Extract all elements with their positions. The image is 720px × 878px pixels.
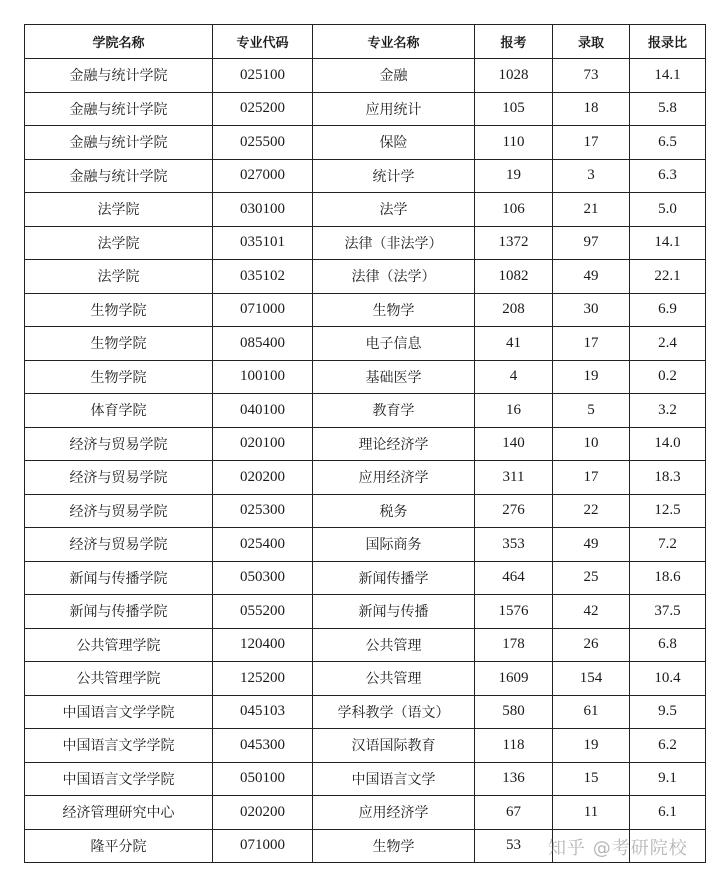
cell-major-code: 100100 <box>213 360 313 394</box>
cell-major-code: 020200 <box>213 461 313 495</box>
cell-major-code: 025300 <box>213 494 313 528</box>
cell-admitted: 17 <box>553 126 630 160</box>
cell-ratio: 37.5 <box>630 595 706 629</box>
cell-major-name: 税务 <box>313 494 475 528</box>
header-major-name: 专业名称 <box>313 25 475 59</box>
cell-ratio: 5.0 <box>630 193 706 227</box>
cell-admitted: 49 <box>553 528 630 562</box>
cell-college: 新闻与传播学院 <box>25 595 213 629</box>
cell-applicants: 311 <box>475 461 553 495</box>
cell-major-code: 040100 <box>213 394 313 428</box>
table-body <box>25 59 706 863</box>
header-admitted: 录取 <box>553 25 630 59</box>
cell-admitted: 30 <box>553 293 630 327</box>
cell-major-name: 学科教学（语文） <box>313 695 475 729</box>
cell-college: 经济管理研究中心 <box>25 796 213 830</box>
cell-applicants: 1082 <box>475 260 553 294</box>
cell-major-name: 汉语国际教育 <box>313 729 475 763</box>
cell-college: 新闻与传播学院 <box>25 561 213 595</box>
cell-college: 公共管理学院 <box>25 662 213 696</box>
cell-college: 中国语言文学学院 <box>25 729 213 763</box>
cell-applicants: 140 <box>475 427 553 461</box>
cell-major-code: 025200 <box>213 92 313 126</box>
cell-major-name: 公共管理 <box>313 662 475 696</box>
cell-applicants: 16 <box>475 394 553 428</box>
cell-major-name: 电子信息 <box>313 327 475 361</box>
cell-admitted: 61 <box>553 695 630 729</box>
cell-major-name: 法律（法学） <box>313 260 475 294</box>
table-row <box>25 461 706 495</box>
cell-major-code: 071000 <box>213 293 313 327</box>
cell-ratio: 10.4 <box>630 662 706 696</box>
table-row <box>25 829 706 863</box>
cell-ratio: 7.2 <box>630 528 706 562</box>
cell-admitted: 5 <box>553 394 630 428</box>
cell-college: 公共管理学院 <box>25 628 213 662</box>
cell-ratio: 22.1 <box>630 260 706 294</box>
cell-ratio: 6.5 <box>630 126 706 160</box>
cell-major-code: 035102 <box>213 260 313 294</box>
cell-ratio: 6.2 <box>630 729 706 763</box>
cell-college: 隆平分院 <box>25 829 213 863</box>
cell-ratio: 18.3 <box>630 461 706 495</box>
cell-ratio: 2.4 <box>630 327 706 361</box>
cell-major-name: 基础医学 <box>313 360 475 394</box>
table-row <box>25 695 706 729</box>
table-row <box>25 762 706 796</box>
cell-ratio: 18.6 <box>630 561 706 595</box>
cell-applicants: 1372 <box>475 226 553 260</box>
cell-major-name: 教育学 <box>313 394 475 428</box>
cell-college: 经济与贸易学院 <box>25 528 213 562</box>
cell-major-code: 025500 <box>213 126 313 160</box>
cell-admitted: 19 <box>553 729 630 763</box>
cell-ratio: 14.1 <box>630 59 706 93</box>
cell-major-code: 055200 <box>213 595 313 629</box>
cell-major-name: 公共管理 <box>313 628 475 662</box>
zhihu-watermark: 知乎 @考研院校 <box>548 838 688 859</box>
table-row <box>25 662 706 696</box>
cell-major-name: 国际商务 <box>313 528 475 562</box>
cell-ratio: 6.8 <box>630 628 706 662</box>
cell-major-code: 027000 <box>213 159 313 193</box>
cell-admitted: 18 <box>553 92 630 126</box>
cell-major-name: 新闻传播学 <box>313 561 475 595</box>
cell-college: 体育学院 <box>25 394 213 428</box>
cell-ratio: 14.1 <box>630 226 706 260</box>
header-major-code: 专业代码 <box>213 25 313 59</box>
table-row <box>25 92 706 126</box>
table-header-row <box>25 25 706 59</box>
cell-admitted: 154 <box>553 662 630 696</box>
cell-ratio <box>630 829 706 863</box>
table-row <box>25 528 706 562</box>
cell-ratio: 6.9 <box>630 293 706 327</box>
cell-college: 经济与贸易学院 <box>25 461 213 495</box>
cell-applicants: 136 <box>475 762 553 796</box>
table-row <box>25 796 706 830</box>
cell-applicants: 41 <box>475 327 553 361</box>
cell-applicants: 110 <box>475 126 553 160</box>
cell-ratio: 14.0 <box>630 427 706 461</box>
cell-applicants: 67 <box>475 796 553 830</box>
cell-admitted: 97 <box>553 226 630 260</box>
cell-ratio: 9.1 <box>630 762 706 796</box>
cell-college: 法学院 <box>25 193 213 227</box>
cell-admitted: 73 <box>553 59 630 93</box>
table-row <box>25 59 706 93</box>
cell-ratio: 6.3 <box>630 159 706 193</box>
cell-major-name: 应用经济学 <box>313 461 475 495</box>
cell-major-name: 生物学 <box>313 293 475 327</box>
table-row <box>25 729 706 763</box>
cell-major-code: 085400 <box>213 327 313 361</box>
cell-major-name: 法学 <box>313 193 475 227</box>
cell-major-code: 050300 <box>213 561 313 595</box>
header-applicants: 报考 <box>475 25 553 59</box>
cell-major-code: 030100 <box>213 193 313 227</box>
cell-admitted <box>553 829 630 863</box>
table-row <box>25 427 706 461</box>
cell-college: 中国语言文学学院 <box>25 762 213 796</box>
cell-college: 金融与统计学院 <box>25 92 213 126</box>
cell-major-name: 统计学 <box>313 159 475 193</box>
document-page <box>24 24 706 863</box>
cell-major-code: 050100 <box>213 762 313 796</box>
cell-major-code: 125200 <box>213 662 313 696</box>
cell-applicants: 276 <box>475 494 553 528</box>
header-ratio: 报录比 <box>630 25 706 59</box>
cell-ratio: 6.1 <box>630 796 706 830</box>
table-row <box>25 360 706 394</box>
table-row <box>25 561 706 595</box>
table-row <box>25 159 706 193</box>
cell-college: 中国语言文学学院 <box>25 695 213 729</box>
cell-admitted: 19 <box>553 360 630 394</box>
table-row <box>25 260 706 294</box>
cell-major-name: 理论经济学 <box>313 427 475 461</box>
cell-college: 法学院 <box>25 226 213 260</box>
cell-admitted: 49 <box>553 260 630 294</box>
cell-applicants: 353 <box>475 528 553 562</box>
cell-ratio: 3.2 <box>630 394 706 428</box>
cell-applicants: 178 <box>475 628 553 662</box>
cell-college: 金融与统计学院 <box>25 126 213 160</box>
cell-major-code: 071000 <box>213 829 313 863</box>
cell-ratio: 9.5 <box>630 695 706 729</box>
cell-college: 生物学院 <box>25 293 213 327</box>
cell-major-name: 生物学 <box>313 829 475 863</box>
cell-major-name: 金融 <box>313 59 475 93</box>
cell-major-code: 020200 <box>213 796 313 830</box>
cell-college: 金融与统计学院 <box>25 159 213 193</box>
cell-applicants: 1576 <box>475 595 553 629</box>
cell-applicants: 118 <box>475 729 553 763</box>
cell-college: 生物学院 <box>25 360 213 394</box>
cell-admitted: 22 <box>553 494 630 528</box>
cell-admitted: 42 <box>553 595 630 629</box>
cell-ratio: 5.8 <box>630 92 706 126</box>
cell-admitted: 25 <box>553 561 630 595</box>
cell-major-code: 025100 <box>213 59 313 93</box>
cell-admitted: 17 <box>553 327 630 361</box>
table-row <box>25 394 706 428</box>
cell-applicants: 1028 <box>475 59 553 93</box>
cell-ratio: 0.2 <box>630 360 706 394</box>
cell-college: 生物学院 <box>25 327 213 361</box>
table-row <box>25 226 706 260</box>
cell-major-name: 应用经济学 <box>313 796 475 830</box>
table-row <box>25 595 706 629</box>
cell-applicants: 1609 <box>475 662 553 696</box>
cell-major-code: 045300 <box>213 729 313 763</box>
cell-applicants: 580 <box>475 695 553 729</box>
cell-major-name: 保险 <box>313 126 475 160</box>
cell-applicants: 53 <box>475 829 553 863</box>
table-row <box>25 327 706 361</box>
cell-admitted: 15 <box>553 762 630 796</box>
table-row <box>25 494 706 528</box>
cell-admitted: 3 <box>553 159 630 193</box>
cell-major-name: 法律（非法学） <box>313 226 475 260</box>
cell-applicants: 106 <box>475 193 553 227</box>
cell-college: 金融与统计学院 <box>25 59 213 93</box>
cell-major-code: 120400 <box>213 628 313 662</box>
cell-applicants: 105 <box>475 92 553 126</box>
cell-applicants: 464 <box>475 561 553 595</box>
cell-admitted: 10 <box>553 427 630 461</box>
cell-admitted: 21 <box>553 193 630 227</box>
cell-applicants: 4 <box>475 360 553 394</box>
cell-college: 法学院 <box>25 260 213 294</box>
table-row <box>25 193 706 227</box>
cell-major-code: 025400 <box>213 528 313 562</box>
header-college: 学院名称 <box>25 25 213 59</box>
table-row <box>25 126 706 160</box>
cell-major-code: 020100 <box>213 427 313 461</box>
cell-major-code: 045103 <box>213 695 313 729</box>
cell-admitted: 11 <box>553 796 630 830</box>
cell-admitted: 26 <box>553 628 630 662</box>
cell-applicants: 19 <box>475 159 553 193</box>
admission-ratio-table <box>24 24 706 863</box>
cell-major-name: 新闻与传播 <box>313 595 475 629</box>
cell-admitted: 17 <box>553 461 630 495</box>
cell-college: 经济与贸易学院 <box>25 427 213 461</box>
cell-major-name: 中国语言文学 <box>313 762 475 796</box>
table-row <box>25 293 706 327</box>
cell-major-code: 035101 <box>213 226 313 260</box>
cell-applicants: 208 <box>475 293 553 327</box>
cell-ratio: 12.5 <box>630 494 706 528</box>
cell-college: 经济与贸易学院 <box>25 494 213 528</box>
cell-major-name: 应用统计 <box>313 92 475 126</box>
table-row <box>25 628 706 662</box>
